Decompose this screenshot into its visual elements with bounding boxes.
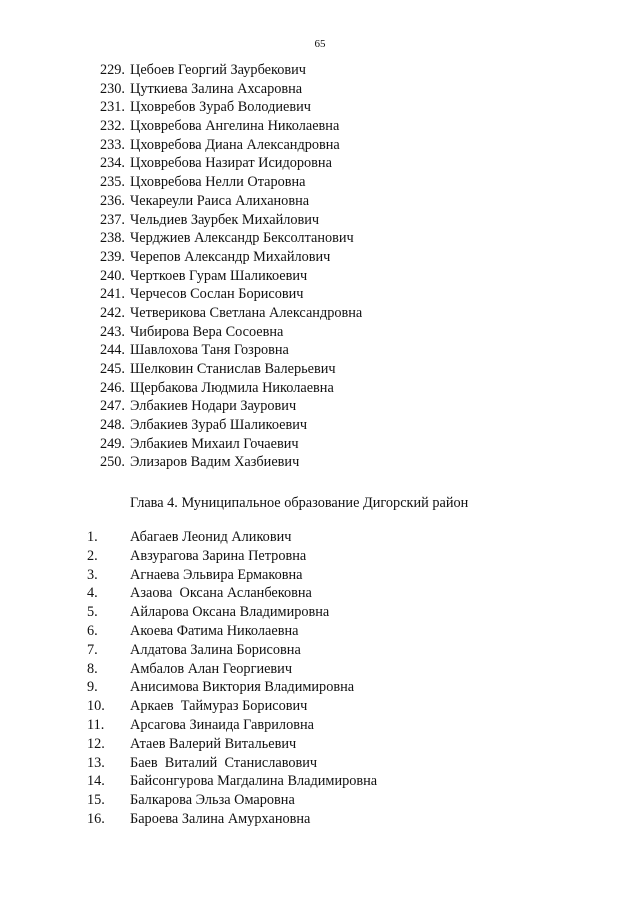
list-item-name: Цховребова Ангелина Николаевна (130, 118, 340, 135)
list-item (0, 660, 640, 679)
list-item (0, 285, 640, 304)
list-item-number: 16. (87, 810, 105, 827)
list-item-name: Амбалов Алан Георгиевич (130, 660, 293, 677)
list-item (0, 622, 640, 641)
list-item-name: Анисимова Виктория Владимировна (130, 679, 355, 696)
list-item-number: 236. (99, 192, 125, 209)
list-item-number: 237. (99, 211, 125, 228)
list-item-number: 2. (87, 547, 98, 564)
list-item (0, 528, 640, 547)
list-item-name: Цховребова Нелли Отаровна (130, 174, 306, 191)
page-number: 65 (314, 38, 326, 50)
list-item-number: 240. (99, 267, 125, 284)
list-item-name: Четверикова Светлана Александровна (130, 304, 363, 321)
list-item-number: 232. (99, 118, 125, 135)
list-item-name: Аркаев Таймураз Борисович (130, 698, 308, 715)
list-item (0, 98, 640, 117)
list-item-number: 235. (99, 174, 125, 191)
list-item-name: Байсонгурова Магдалина Владимировна (130, 773, 378, 790)
list-item-name: Чибирова Вера Сосоевна (130, 323, 284, 340)
list-item-number: 5. (87, 604, 98, 621)
list-item-number: 248. (99, 417, 125, 434)
list-item-name: Чекареули Раиса Алихановна (130, 192, 310, 209)
list-item (0, 379, 640, 398)
list-item-number: 233. (99, 136, 125, 153)
list-item-number: 238. (99, 230, 125, 247)
list-item-name: Щербакова Людмила Николаевна (130, 379, 334, 396)
list-item-name: Чельдиев Заурбек Михайлович (130, 211, 320, 228)
list-item-number: 9. (87, 679, 98, 696)
list-item-name: Цебоев Георгий Заурбекович (130, 62, 306, 78)
list-item-name: Акоева Фатима Николаевна (130, 622, 299, 639)
list-item-number: 1. (87, 529, 98, 545)
list-item (0, 80, 640, 99)
list-item (0, 641, 640, 660)
list-item (0, 173, 640, 192)
list-item-name: Арсагова Зинаида Гавриловна (130, 716, 314, 733)
list-item-name: Атаев Валерий Витальевич (130, 735, 297, 752)
list-item (0, 323, 640, 342)
list-item-number: 243. (99, 323, 125, 340)
list-item (0, 211, 640, 230)
list-item-name: Элбакиев Зураб Шаликоевич (130, 417, 308, 434)
list-item (0, 248, 640, 267)
list-item-number: 242. (99, 304, 125, 321)
list-item-number: 11. (87, 716, 105, 733)
list-item-number: 245. (99, 361, 125, 377)
list-item (0, 772, 640, 791)
list-item (0, 566, 640, 585)
list-item-name: Цховребов Зураб Володиевич (130, 99, 311, 116)
list-item-number: 12. (87, 735, 105, 752)
list-item-name: Балкарова Эльза Омаровна (130, 792, 295, 809)
list-item (0, 154, 640, 173)
chapter-heading: Глава 4. Муниципальное образование Дигорский район (130, 495, 469, 511)
list-item-name: Агнаева Эльвира Ермаковна (130, 566, 303, 583)
name-list-bottom (0, 528, 640, 829)
list-item-name: Бароева Залина Амурхановна (130, 810, 311, 827)
list-item-name: Абагаев Леонид Аликович (130, 529, 292, 545)
list-item-number: 246. (99, 379, 125, 396)
list-item-number: 234. (99, 155, 125, 172)
list-item (0, 791, 640, 810)
list-item (0, 304, 640, 323)
list-item-number: 250. (99, 454, 125, 471)
list-item (0, 360, 640, 379)
list-item-number: 241. (99, 286, 125, 303)
list-item-number: 14. (87, 773, 105, 790)
list-item (0, 267, 640, 286)
list-item (0, 810, 640, 829)
list-item-name: Баев Виталий Станиславович (130, 754, 318, 771)
list-item (0, 192, 640, 211)
list-item-name: Черджиев Александр Бексолтанович (130, 230, 354, 247)
list-item-number: 8. (87, 660, 98, 677)
list-item (0, 61, 640, 80)
list-item-number: 13. (87, 754, 105, 771)
list-item-name: Шавлохова Таня Гозровна (130, 342, 289, 359)
list-item (0, 716, 640, 735)
list-item-name: Авзурагова Зарина Петровна (130, 547, 307, 564)
list-item-number: 249. (99, 435, 125, 452)
list-item (0, 754, 640, 773)
list-item-number: 229. (99, 62, 125, 78)
list-item-number: 7. (87, 641, 98, 658)
list-item-name: Элбакиев Михаил Гочаевич (130, 435, 299, 452)
list-item-number: 244. (99, 342, 125, 359)
list-item (0, 584, 640, 603)
list-item (0, 697, 640, 716)
list-item-number: 15. (87, 792, 105, 809)
list-item-number: 10. (87, 698, 105, 715)
list-item-number: 6. (87, 622, 98, 639)
list-item-number: 247. (99, 398, 125, 415)
list-item-name: Цховребова Назират Исидоровна (130, 155, 332, 172)
list-item-name: Айларова Оксана Владимировна (130, 604, 330, 621)
list-item (0, 678, 640, 697)
list-item (0, 547, 640, 566)
list-item-number: 4. (87, 585, 98, 602)
list-item-number: 230. (99, 80, 125, 97)
list-item (0, 416, 640, 435)
list-item (0, 117, 640, 136)
list-item (0, 735, 640, 754)
list-item-number: 231. (99, 99, 125, 116)
list-item-name: Черчесов Сослан Борисович (130, 286, 304, 303)
list-item-number: 239. (99, 248, 125, 265)
list-item (0, 341, 640, 360)
list-item-number: 3. (87, 566, 98, 583)
list-item (0, 136, 640, 155)
list-item-name: Черткоев Гурам Шаликоевич (130, 267, 308, 284)
list-item (0, 229, 640, 248)
list-item-name: Цуткиева Залина Ахсаровна (130, 80, 303, 97)
list-item (0, 453, 640, 472)
list-item-name: Элбакиев Нодари Заурович (130, 398, 297, 415)
list-item-name: Азаова Оксана Асланбековна (130, 585, 312, 602)
list-item-name: Алдатова Залина Борисовна (130, 641, 301, 658)
list-item (0, 435, 640, 454)
list-item-name: Шелковин Станислав Валерьевич (130, 361, 336, 377)
name-list-top (0, 61, 640, 472)
list-item-name: Черепов Александр Михайлович (130, 248, 331, 265)
list-item (0, 603, 640, 622)
list-item-name: Элизаров Вадим Хазбиевич (130, 454, 300, 471)
list-item-name: Цховребова Диана Александровна (130, 136, 340, 153)
list-item (0, 397, 640, 416)
